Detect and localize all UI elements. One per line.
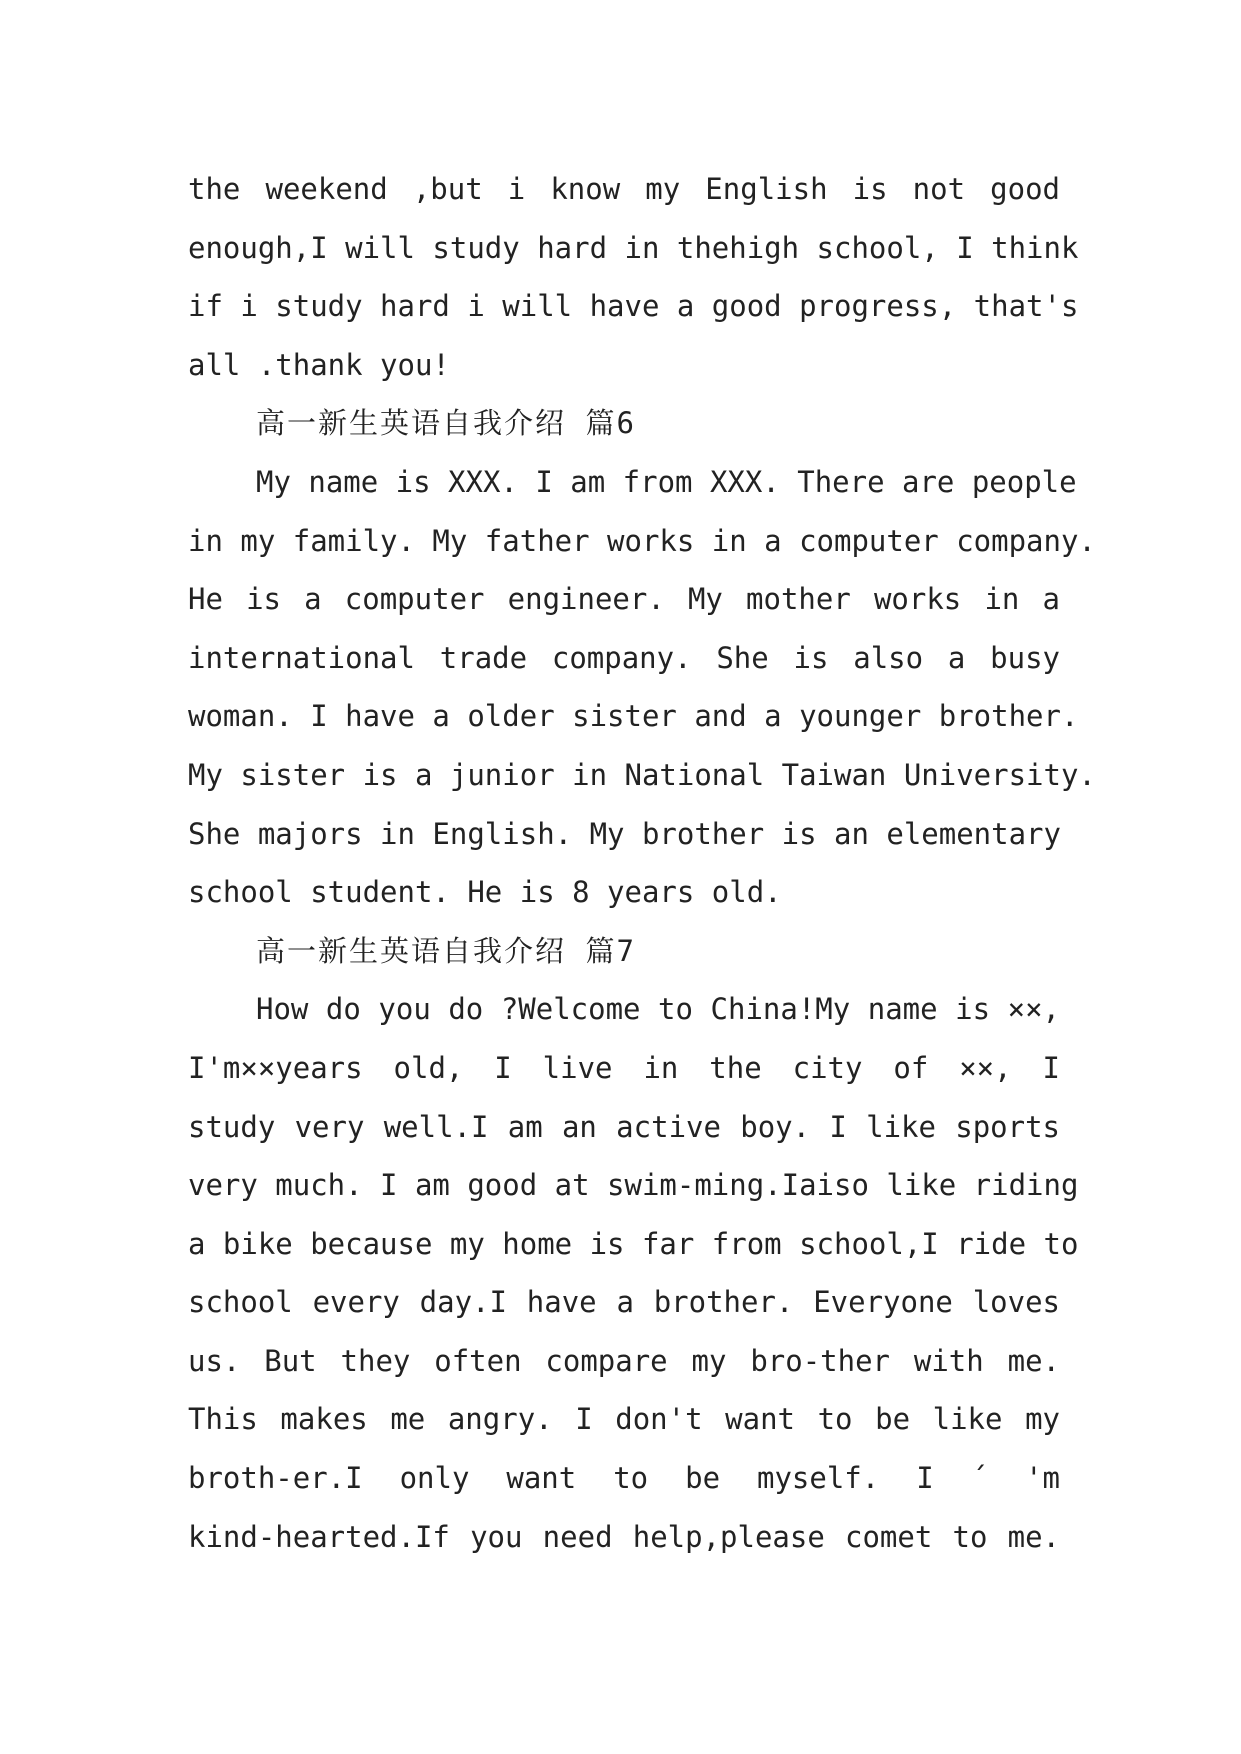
text-line: study very well.I am an active boy. I like sports [188,1109,1060,1144]
text-line: us. But they often compare my bro-ther with me. [188,1343,1060,1378]
text-line: My sister is a junior in National Taiwan University. [188,757,1096,792]
text-line: kind-hearted.If you need help,please comet to me. [188,1519,1060,1554]
text-line: enough,I will study hard in thehigh school, I think [188,230,1079,265]
text-line: school every day.I have a brother. Everyone loves [188,1285,1060,1320]
paragraph-section-7 [188,980,1079,1566]
text-line: How do you do ?Welcome to China!My name is ××, [256,992,1060,1027]
paragraph-section-6 [188,453,1096,922]
text-line: My name is XXX. I am from XXX. There are people [256,464,1077,499]
text-line: very much. I am good at swim-ming.Iaiso like riding [188,1168,1079,1203]
text-line: He is a computer engineer. My mother works in a [188,582,1060,617]
text-line: broth-er.I only want to be myself. I ´ 'm [188,1461,1060,1496]
text-line: if i study hard i will have a good progress, that's [188,289,1079,324]
text-line: I'm××years old, I live in the city of ××, I [188,1050,1060,1085]
text-line: She majors in English. My brother is an elementary [188,816,1061,851]
section-heading-7: 高一新生英语自我介绍 篇7 [256,933,636,968]
text-line: school student. He is 8 years old. [188,875,782,910]
section-heading-6: 高一新生英语自我介绍 篇6 [256,406,636,441]
text-line: a bike because my home is far from school,I ride to [188,1226,1079,1261]
document-body [188,160,1096,1566]
text-line: This makes me angry. I don't want to be like my [188,1402,1060,1437]
text-line: international trade company. She is also a busy [188,640,1060,675]
text-line: the weekend ,but i know my English is not good [188,172,1060,206]
text-line: woman. I have a older sister and a younger brother. [188,699,1079,734]
text-line: all .thank you! [188,347,450,382]
text-line: in my family. My father works in a computer company. [188,523,1096,558]
paragraph-continuation [188,160,1079,394]
